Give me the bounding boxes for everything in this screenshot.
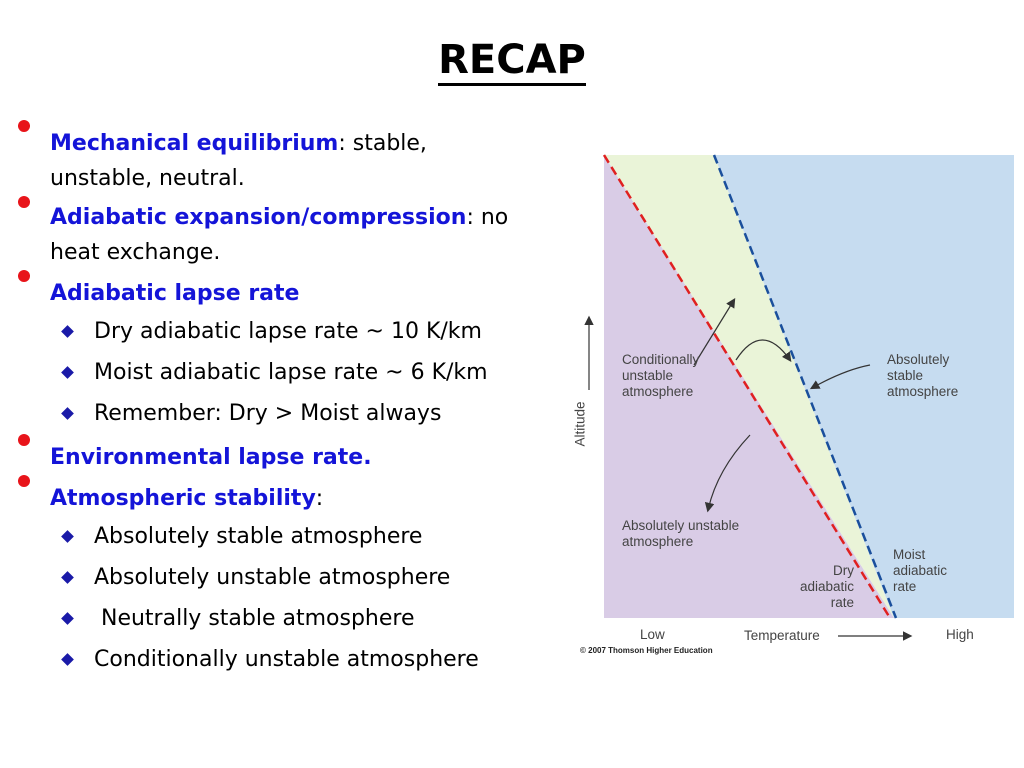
bullet-adiabatic-expansion xyxy=(50,200,508,235)
diamond-bullet-icon xyxy=(61,325,74,338)
bullet-text: : no xyxy=(466,205,509,230)
bullet-dot xyxy=(18,434,30,446)
y-axis-label: Altitude xyxy=(572,401,588,447)
sub-bullet-conditionally-unstable: Conditionally unstable atmosphere xyxy=(94,647,479,672)
bullet-atmospheric-stability xyxy=(50,481,323,516)
bullet-dot xyxy=(18,475,30,487)
bullet-continuation xyxy=(50,161,245,196)
x-axis-low-label: Low xyxy=(640,627,665,642)
x-axis-label: Temperature xyxy=(744,628,820,643)
x-axis-high-label: High xyxy=(946,627,974,642)
bullet-text: unstable, neutral. xyxy=(50,166,245,191)
diamond-bullet-icon xyxy=(61,571,74,584)
sub-bullet-moist-rate: Moist adiabatic lapse rate ~ 6 K/km xyxy=(94,360,488,385)
sub-bullet-neutrally-stable: Neutrally stable atmosphere xyxy=(94,606,415,631)
term-environmental-lapse-rate: Environmental lapse rate. xyxy=(50,445,372,470)
diamond-bullet-icon xyxy=(61,653,74,666)
diamond-bullet-icon xyxy=(61,530,74,543)
bullet-mechanical-equilibrium xyxy=(50,126,427,161)
label-absolutely-stable: Absolutely stable atmosphere xyxy=(887,352,959,399)
term-adiabatic-lapse-rate: Adiabatic lapse rate xyxy=(50,281,300,306)
stability-diagram xyxy=(572,150,1024,660)
bullet-dot xyxy=(18,120,30,132)
label-conditionally-unstable: Conditionally unstable atmosphere xyxy=(622,352,700,399)
diamond-bullet-icon xyxy=(61,407,74,420)
sub-bullet-absolutely-unstable: Absolutely unstable atmosphere xyxy=(94,565,451,590)
bullet-text: : stable, xyxy=(338,131,427,156)
bullet-adiabatic-lapse-rate xyxy=(50,276,299,311)
diamond-bullet-icon xyxy=(61,612,74,625)
bullet-text: heat exchange. xyxy=(50,240,221,265)
sub-bullet-remember: Remember: Dry > Moist always xyxy=(94,401,442,426)
slide-title-text: RECAP xyxy=(438,37,586,86)
bullet-text: : xyxy=(315,486,324,511)
bullet-environmental-lapse-rate xyxy=(50,440,372,475)
bullet-continuation xyxy=(50,235,220,270)
term-adiabatic-expansion: Adiabatic expansion/compression xyxy=(50,205,467,230)
term-mechanical-equilibrium: Mechanical equilibrium xyxy=(50,131,339,156)
sub-bullet-absolutely-stable: Absolutely stable atmosphere xyxy=(94,524,423,549)
sub-bullet-dry-rate: Dry adiabatic lapse rate ~ 10 K/km xyxy=(94,319,482,344)
bullet-dot xyxy=(18,196,30,208)
bullet-dot xyxy=(18,270,30,282)
label-dry-adiabatic-rate: Dry adiabatic rate xyxy=(799,563,854,610)
diamond-bullet-icon xyxy=(61,366,74,379)
label-moist-adiabatic-rate: Moist adiabatic rate xyxy=(893,547,948,594)
label-absolutely-unstable: Absolutely unstable atmosphere xyxy=(622,518,740,549)
copyright-credit: © 2007 Thomson Higher Education xyxy=(580,646,713,655)
term-atmospheric-stability: Atmospheric stability xyxy=(50,486,316,511)
